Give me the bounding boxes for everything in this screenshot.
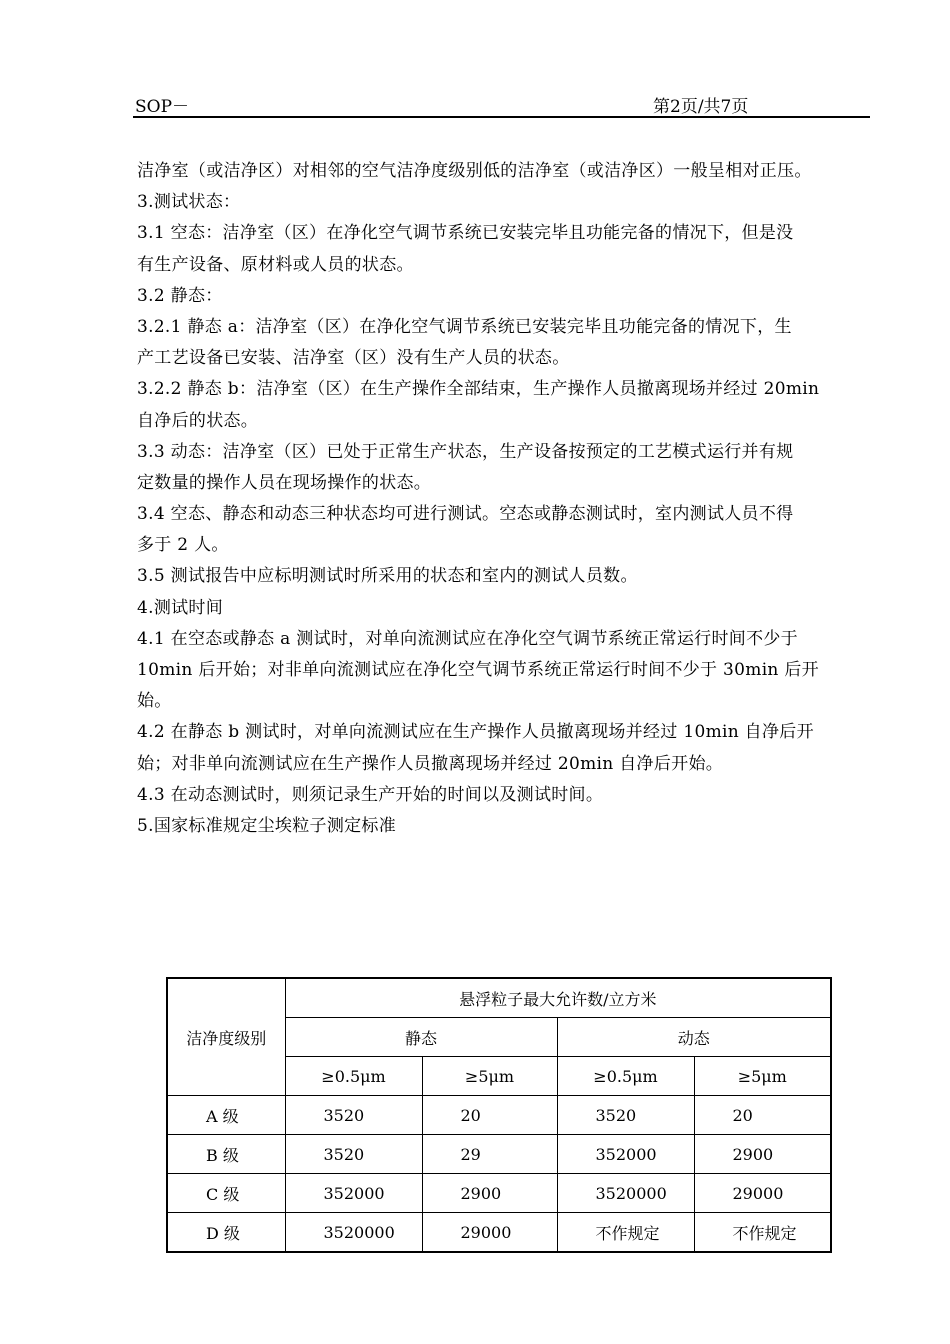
grade-cell: D 级 bbox=[167, 1213, 285, 1253]
table-row bbox=[167, 1213, 831, 1253]
table-header-row bbox=[167, 978, 831, 1018]
body-line: 3.5 测试报告中应标明测试时所采用的状态和室内的测试人员数。 bbox=[137, 566, 638, 587]
document-code: SOP－ bbox=[135, 97, 190, 117]
value-cell: 29 bbox=[422, 1135, 557, 1174]
body-line: 4.1 在空态或静态 a 测试时，对单向流测试应在净化空气调节系统正常运行时间不少于 bbox=[137, 628, 798, 649]
body-line: 多于 2 人。 bbox=[137, 535, 229, 556]
section-heading: 4.测试时间 bbox=[137, 597, 224, 618]
value-cell: 3520 bbox=[557, 1096, 694, 1135]
grade-header-cell: 洁净度级别 bbox=[167, 978, 285, 1096]
table-row bbox=[167, 1135, 831, 1174]
body-line: 4.3 在动态测试时，则须记录生产开始的时间以及测试时间。 bbox=[137, 784, 604, 805]
value-cell: 20 bbox=[694, 1096, 831, 1135]
value-cell: 3520 bbox=[285, 1096, 422, 1135]
body-line: 定数量的操作人员在现场操作的状态。 bbox=[137, 472, 432, 493]
page-number: 第2页/共7页 bbox=[653, 97, 749, 117]
body-line: 洁净室（或洁净区）对相邻的空气洁净度级别低的洁净室（或洁净区）一般呈相对正压。 bbox=[137, 161, 812, 181]
section-heading: 3.测试状态： bbox=[137, 192, 241, 213]
top-header-cell: 悬浮粒子最大允许数/立方米 bbox=[285, 978, 831, 1018]
value-cell: 2900 bbox=[422, 1174, 557, 1213]
grade-cell: A 级 bbox=[167, 1096, 285, 1135]
value-cell: 29000 bbox=[422, 1213, 557, 1253]
grade-cell: C 级 bbox=[167, 1174, 285, 1213]
body-line: 始。 bbox=[137, 691, 172, 712]
value-cell: 352000 bbox=[285, 1174, 422, 1213]
value-cell: 352000 bbox=[557, 1135, 694, 1174]
table-row bbox=[167, 1096, 831, 1135]
static-header-cell: 静态 bbox=[285, 1018, 557, 1057]
body-line: 4.2 在静态 b 测试时，对单向流测试应在生产操作人员撤离现场并经过 10min 自净后开 bbox=[137, 722, 814, 743]
value-cell: 3520 bbox=[285, 1135, 422, 1174]
value-cell: 2900 bbox=[694, 1135, 831, 1174]
particle-standard-table bbox=[166, 977, 832, 1253]
body-line: 自净后的状态。 bbox=[137, 410, 259, 431]
value-cell: 不作规定 bbox=[694, 1213, 831, 1253]
size-header-cell: ≥5μm bbox=[422, 1057, 557, 1096]
value-cell: 3520000 bbox=[285, 1213, 422, 1253]
particle-standard-table-wrap bbox=[166, 977, 830, 1249]
grade-cell: B 级 bbox=[167, 1135, 285, 1174]
size-header-cell: ≥0.5μm bbox=[557, 1057, 694, 1096]
size-header-cell: ≥5μm bbox=[694, 1057, 831, 1096]
body-line: 产工艺设备已安装、洁净室（区）没有生产人员的状态。 bbox=[137, 348, 570, 369]
value-cell: 20 bbox=[422, 1096, 557, 1135]
body-line: 10min 后开始；对非单向流测试应在净化空气调节系统正常运行时间不少于 30min 后开 bbox=[137, 660, 819, 680]
body-line: 3.2 静态： bbox=[137, 285, 223, 306]
body-line: 3.2.1 静态 a：洁净室（区）在净化空气调节系统已安装完毕且功能完备的情况下，生 bbox=[137, 316, 792, 337]
dynamic-header-cell: 动态 bbox=[557, 1018, 831, 1057]
value-cell: 3520000 bbox=[557, 1174, 694, 1213]
document-body bbox=[137, 156, 867, 842]
body-line: 3.2.2 静态 b：洁净室（区）在生产操作全部结束，生产操作人员撤离现场并经过 20min bbox=[137, 379, 820, 400]
body-line: 有生产设备、原材料或人员的状态。 bbox=[137, 254, 414, 275]
value-cell: 29000 bbox=[694, 1174, 831, 1213]
section-heading: 5.国家标准规定尘埃粒子测定标准 bbox=[137, 815, 397, 836]
table-row bbox=[167, 1174, 831, 1213]
body-line: 始；对非单向流测试应在生产操作人员撤离现场并经过 20min 自净后开始。 bbox=[137, 753, 724, 774]
body-line: 3.3 动态：洁净室（区）已处于正常生产状态，生产设备按预定的工艺模式运行并有规 bbox=[137, 441, 794, 462]
body-line: 3.4 空态、静态和动态三种状态均可进行测试。空态或静态测试时，室内测试人员不得 bbox=[137, 504, 794, 525]
value-cell: 不作规定 bbox=[557, 1213, 694, 1253]
body-line: 3.1 空态：洁净室（区）在净化空气调节系统已安装完毕且功能完备的情况下，但是没 bbox=[137, 223, 794, 244]
size-header-cell: ≥0.5μm bbox=[285, 1057, 422, 1096]
page-header bbox=[133, 90, 870, 118]
